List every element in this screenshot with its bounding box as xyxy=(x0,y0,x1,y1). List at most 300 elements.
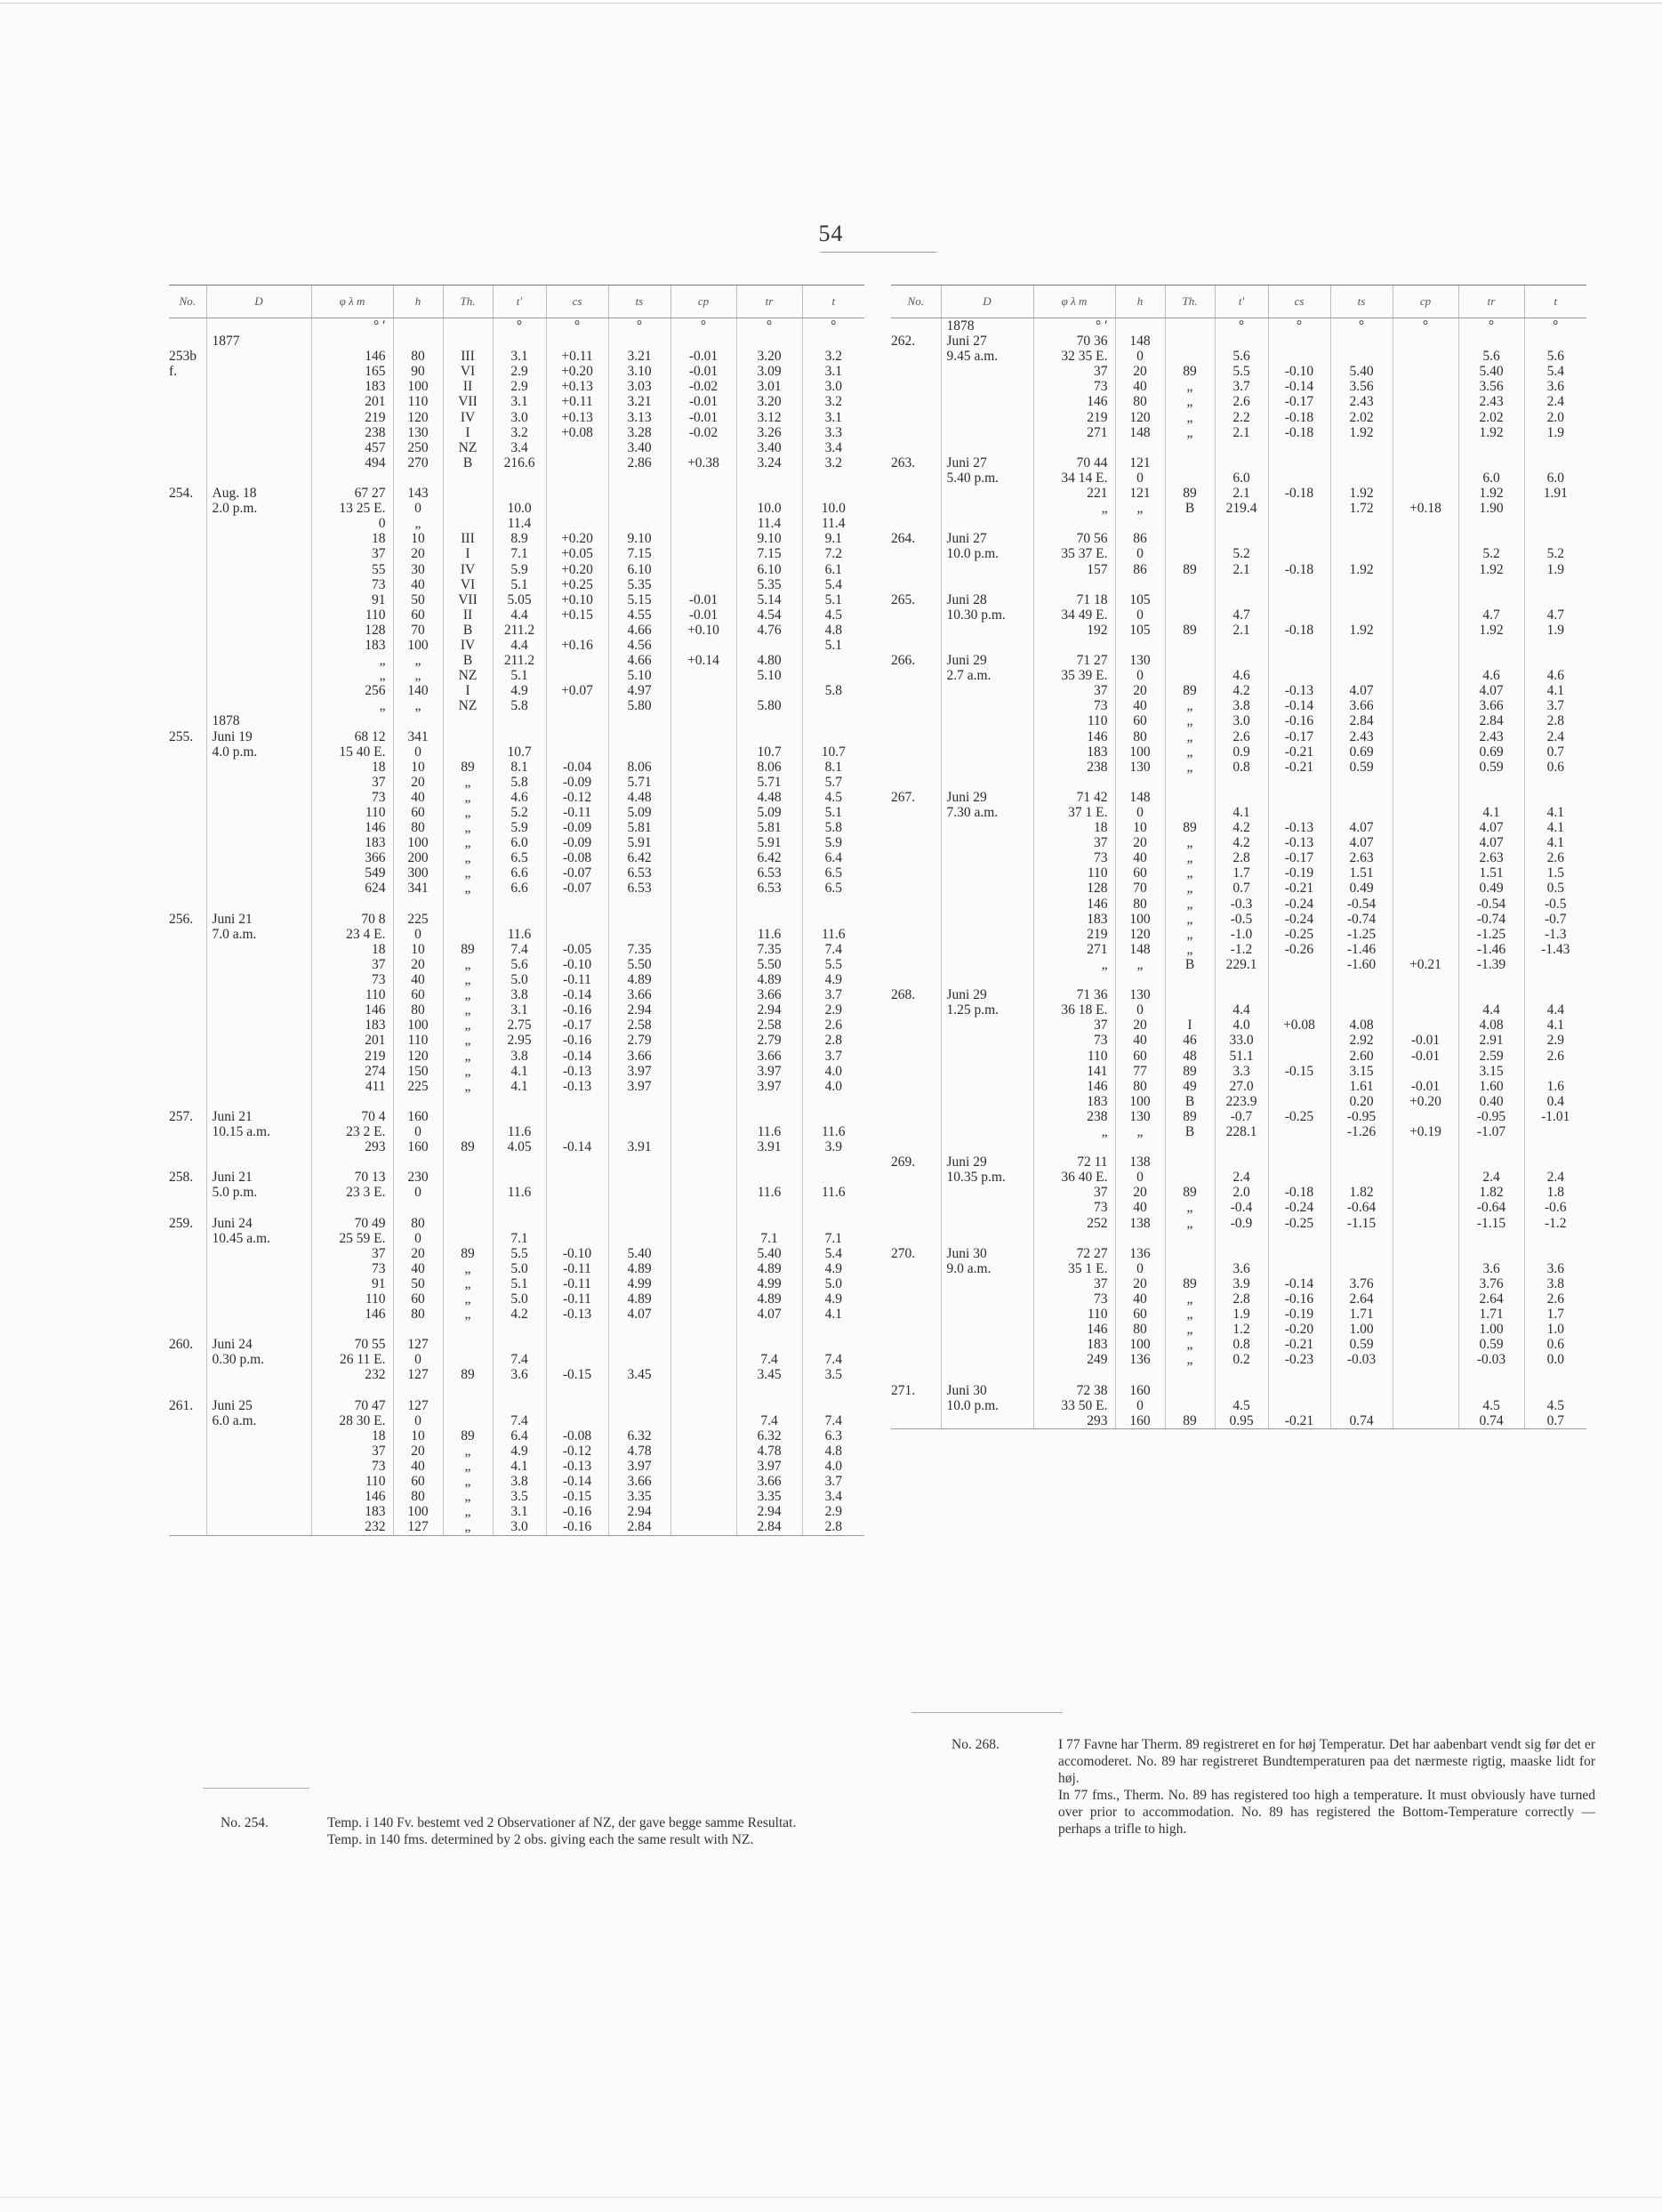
cell-t: 7.4 xyxy=(802,1413,864,1428)
cell-position xyxy=(311,897,393,912)
cell-ts: 2.94 xyxy=(608,1002,670,1018)
cell-t-prime: -0.4 xyxy=(1215,1200,1268,1215)
table-row xyxy=(169,410,864,425)
cell-tr: -0.74 xyxy=(1458,912,1524,927)
cell-cs xyxy=(1268,775,1330,790)
cell-depth: 0 xyxy=(1115,1398,1165,1413)
cell-no xyxy=(169,698,206,713)
cell-cs xyxy=(546,729,608,744)
table-row xyxy=(169,897,864,912)
header-position: φ λ m xyxy=(311,286,393,318)
cell-thermometer: B xyxy=(443,623,493,638)
cell-t xyxy=(1524,1154,1586,1170)
cell-no xyxy=(891,379,941,394)
table-row xyxy=(891,394,1586,409)
cell-position: 73 xyxy=(1033,379,1115,394)
cell-t xyxy=(1524,957,1586,972)
cell-tr: 5.09 xyxy=(736,805,802,820)
cell-position: 183 xyxy=(311,1504,393,1519)
cell-t: 7.2 xyxy=(802,546,864,561)
cell-cs: -0.08 xyxy=(546,850,608,865)
cell-t-prime: 3.8 xyxy=(1215,698,1268,713)
cell-tr: 3.76 xyxy=(1458,1276,1524,1291)
cell-cs: -0.09 xyxy=(546,835,608,850)
cell-ts xyxy=(1330,516,1393,531)
cell-t-prime: 5.2 xyxy=(493,805,546,820)
cell-thermometer xyxy=(1165,577,1215,592)
cell-tr: 1.92 xyxy=(1458,623,1524,638)
cell-cs: -0.11 xyxy=(546,1261,608,1276)
cell-cs: -0.13 xyxy=(546,1459,608,1474)
cell-cp xyxy=(670,942,736,957)
cell-t-prime: 2.1 xyxy=(1215,623,1268,638)
cell-tr: 3.40 xyxy=(736,440,802,455)
cell-position: 271 xyxy=(1033,425,1115,440)
cell-ts xyxy=(608,516,670,531)
cell-date xyxy=(206,1002,311,1018)
cell-cp: +0.14 xyxy=(670,653,736,668)
cell-ts xyxy=(1330,440,1393,455)
cell-ts: 3.10 xyxy=(608,364,670,379)
cell-depth: 0 xyxy=(393,1352,443,1367)
right-footnote-rule xyxy=(911,1712,1063,1713)
cell-date: 0.30 p.m. xyxy=(206,1352,311,1367)
cell-thermometer: „ xyxy=(443,865,493,881)
cell-thermometer xyxy=(1165,805,1215,820)
cell-t: -1.43 xyxy=(1524,942,1586,957)
cell-date xyxy=(206,897,311,912)
cell-cs: +0.16 xyxy=(546,638,608,653)
cell-t: 6.0 xyxy=(1524,471,1586,486)
cell-thermometer: „ xyxy=(1165,912,1215,927)
cell-ts xyxy=(608,1154,670,1170)
cell-tr: 4.89 xyxy=(736,1261,802,1276)
cell-thermometer: „ xyxy=(1165,744,1215,760)
cell-tr: 6.53 xyxy=(736,881,802,896)
cell-thermometer: 89 xyxy=(443,942,493,957)
cell-cs: -0.16 xyxy=(546,1033,608,1048)
cell-thermometer: „ xyxy=(443,805,493,820)
cell-t-prime: 5.6 xyxy=(493,957,546,972)
cell-no xyxy=(169,562,206,577)
cell-no xyxy=(169,1185,206,1200)
cell-cp xyxy=(1393,1276,1458,1291)
cell-ts xyxy=(1330,1246,1393,1261)
cell-cp xyxy=(1393,1246,1458,1261)
cell-depth: 20 xyxy=(1115,1185,1165,1200)
cell-cp: +0.18 xyxy=(1393,501,1458,516)
cell-cs: -0.14 xyxy=(546,1474,608,1489)
cell-depth xyxy=(1115,440,1165,455)
cell-cp xyxy=(670,865,736,881)
cell-t-prime: 5.1 xyxy=(493,668,546,683)
cell-ts: 4.56 xyxy=(608,638,670,653)
cell-cp xyxy=(1393,1398,1458,1413)
cell-t: 5.1 xyxy=(802,592,864,607)
cell-date xyxy=(206,668,311,683)
cell-no xyxy=(169,942,206,957)
cell-depth: 40 xyxy=(393,577,443,592)
cell-position: 201 xyxy=(311,394,393,409)
cell-position: 23 3 E. xyxy=(311,1185,393,1200)
unit-cell-ts: ° xyxy=(608,318,670,334)
cell-depth: 40 xyxy=(393,1261,443,1276)
cell-cs: -0.21 xyxy=(1268,1337,1330,1352)
cell-ts: 3.91 xyxy=(608,1139,670,1154)
cell-cs: -0.13 xyxy=(1268,835,1330,850)
cell-t-prime: 223.9 xyxy=(1215,1094,1268,1109)
cell-t: 1.7 xyxy=(1524,1307,1586,1322)
cell-thermometer xyxy=(443,1352,493,1367)
cell-t-prime: 3.1 xyxy=(493,349,546,364)
cell-cs: -0.11 xyxy=(546,805,608,820)
cell-depth: 70 xyxy=(393,623,443,638)
cell-t-prime xyxy=(1215,1367,1268,1382)
table-row xyxy=(169,592,864,607)
cell-no xyxy=(169,379,206,394)
cell-tr: 2.58 xyxy=(736,1018,802,1033)
cell-ts: 1.51 xyxy=(1330,865,1393,881)
cell-depth: 0 xyxy=(1115,1002,1165,1018)
unit-cell-no xyxy=(891,318,941,334)
table-row xyxy=(891,1200,1586,1215)
table-row xyxy=(169,1216,864,1231)
cell-t: 2.4 xyxy=(1524,729,1586,744)
table-row xyxy=(169,1474,864,1489)
cell-thermometer: „ xyxy=(443,1276,493,1291)
cell-depth: 0 xyxy=(393,501,443,516)
cell-cs: -0.16 xyxy=(1268,1291,1330,1307)
cell-position: 36 40 E. xyxy=(1033,1170,1115,1185)
cell-tr: 3.20 xyxy=(736,349,802,364)
cell-thermometer: IV xyxy=(443,562,493,577)
cell-position: 128 xyxy=(1033,881,1115,896)
cell-t xyxy=(802,1170,864,1185)
table-row xyxy=(169,638,864,653)
table-row xyxy=(169,1246,864,1261)
cell-t-prime: 3.0 xyxy=(493,410,546,425)
cell-t-prime: 8.9 xyxy=(493,531,546,546)
cell-t xyxy=(1524,775,1586,790)
table-row xyxy=(169,1428,864,1444)
cell-t xyxy=(1524,592,1586,607)
table-row xyxy=(169,1398,864,1413)
cell-cs xyxy=(1268,501,1330,516)
table-row xyxy=(891,775,1586,790)
cell-position: 256 xyxy=(311,683,393,698)
cell-t-prime: 5.05 xyxy=(493,592,546,607)
cell-depth: 40 xyxy=(1115,1291,1165,1307)
cell-cp xyxy=(1393,638,1458,653)
header-depth-h: h xyxy=(393,286,443,318)
cell-cp: +0.20 xyxy=(1393,1094,1458,1109)
header-cs: cs xyxy=(546,286,608,318)
cell-date: 7.0 a.m. xyxy=(206,927,311,942)
cell-tr xyxy=(1458,592,1524,607)
cell-t-prime: 2.8 xyxy=(1215,1291,1268,1307)
cell-depth: 148 xyxy=(1115,334,1165,349)
table-row xyxy=(891,1018,1586,1033)
cell-position: 70 13 xyxy=(311,1170,393,1185)
cell-t: 5.7 xyxy=(802,775,864,790)
table-row xyxy=(169,927,864,942)
cell-position xyxy=(1033,638,1115,653)
cell-depth: 60 xyxy=(393,1474,443,1489)
cell-thermometer: B xyxy=(443,455,493,471)
cell-thermometer: „ xyxy=(443,972,493,987)
cell-date xyxy=(941,835,1033,850)
cell-depth: 130 xyxy=(1115,987,1165,1002)
cell-cs: -0.09 xyxy=(546,820,608,835)
cell-t: -1.01 xyxy=(1524,1109,1586,1124)
cell-ts xyxy=(1330,790,1393,805)
cell-t: 2.6 xyxy=(802,1018,864,1033)
cell-t xyxy=(1524,638,1586,653)
cell-cs xyxy=(1268,577,1330,592)
cell-depth: 40 xyxy=(1115,1200,1165,1215)
cell-depth: 40 xyxy=(1115,379,1165,394)
table-row xyxy=(169,1231,864,1246)
table-row xyxy=(169,987,864,1002)
cell-position: 73 xyxy=(311,790,393,805)
cell-t: 6.3 xyxy=(802,1428,864,1444)
cell-thermometer: 89 xyxy=(1165,364,1215,379)
cell-tr: 3.26 xyxy=(736,425,802,440)
cell-cs: -0.19 xyxy=(1268,865,1330,881)
table-row xyxy=(169,820,864,835)
cell-cp xyxy=(1393,379,1458,394)
cell-t xyxy=(802,1109,864,1124)
cell-date xyxy=(206,471,311,486)
cell-t-prime: 1.7 xyxy=(1215,865,1268,881)
cell-date xyxy=(941,623,1033,638)
cell-thermometer: „ xyxy=(1165,1322,1215,1337)
cell-ts: 3.56 xyxy=(1330,379,1393,394)
cell-t xyxy=(1524,1139,1586,1154)
cell-ts: 6.42 xyxy=(608,850,670,865)
cell-cp xyxy=(670,698,736,713)
cell-no: f. xyxy=(169,364,178,380)
cell-cs xyxy=(546,471,608,486)
cell-depth: 127 xyxy=(393,1337,443,1352)
cell-no xyxy=(169,1489,206,1504)
cell-thermometer: „ xyxy=(1165,760,1215,775)
cell-cp xyxy=(670,1291,736,1307)
table-row xyxy=(891,897,1586,912)
cell-t-prime: 11.6 xyxy=(493,1185,546,1200)
header-date: D xyxy=(206,286,311,318)
cell-t-prime: -1.2 xyxy=(1215,942,1268,957)
cell-no xyxy=(891,1398,941,1413)
cell-date xyxy=(941,394,1033,409)
cell-date xyxy=(941,957,1033,972)
cell-date: 1878 xyxy=(206,713,311,728)
cell-date: 5.0 p.m. xyxy=(206,1185,311,1200)
cell-depth: 120 xyxy=(1115,410,1165,425)
cell-no xyxy=(169,1139,206,1154)
cell-tr: 10.7 xyxy=(736,744,802,760)
cell-position: 73 xyxy=(1033,1033,1115,1048)
cell-thermometer: 89 xyxy=(1165,1109,1215,1124)
cell-ts: 3.13 xyxy=(608,410,670,425)
cell-date xyxy=(941,425,1033,440)
cell-position: 110 xyxy=(311,987,393,1002)
cell-tr: 2.63 xyxy=(1458,850,1524,865)
cell-t-prime: 3.5 xyxy=(493,1489,546,1504)
cell-t: 5.8 xyxy=(802,683,864,698)
cell-tr: 6.42 xyxy=(736,850,802,865)
cell-date: Juni 19 xyxy=(206,729,311,744)
cell-ts xyxy=(608,1337,670,1352)
cell-date: 1877 xyxy=(206,334,311,349)
cell-tr xyxy=(1458,790,1524,805)
cell-date: Juni 27 xyxy=(941,531,1033,546)
cell-position: 32 35 E. xyxy=(1033,349,1115,364)
cell-ts: 2.94 xyxy=(608,1504,670,1519)
cell-thermometer: „ xyxy=(1165,897,1215,912)
cell-cs xyxy=(546,1383,608,1398)
cell-t xyxy=(1524,1246,1586,1261)
cell-depth: 86 xyxy=(1115,531,1165,546)
cell-ts xyxy=(1330,1367,1393,1382)
cell-position: 183 xyxy=(311,638,393,653)
cell-thermometer: 89 xyxy=(1165,683,1215,698)
cell-ts: 0.59 xyxy=(1330,1337,1393,1352)
cell-tr: 3.66 xyxy=(736,1049,802,1064)
cell-date xyxy=(206,1276,311,1291)
cell-position: 128 xyxy=(311,623,393,638)
cell-thermometer: „ xyxy=(443,1444,493,1459)
cell-position: 15 40 E. xyxy=(311,744,393,760)
cell-t-prime: 3.1 xyxy=(493,1504,546,1519)
cell-tr: -1.39 xyxy=(1458,957,1524,972)
cell-ts xyxy=(608,1216,670,1231)
footnote-ref: No. 254. xyxy=(221,1815,269,1830)
cell-t-prime: 4.5 xyxy=(1215,1398,1268,1413)
cell-position xyxy=(1033,972,1115,987)
cell-date xyxy=(941,410,1033,425)
cell-tr xyxy=(1458,775,1524,790)
cell-cp xyxy=(670,471,736,486)
cell-cp xyxy=(1393,713,1458,728)
table-row xyxy=(169,1018,864,1033)
header-thermometer: Th. xyxy=(443,286,493,318)
cell-cs xyxy=(546,668,608,683)
cell-cp xyxy=(1393,1322,1458,1337)
cell-thermometer: I xyxy=(1165,1018,1215,1033)
cell-t-prime xyxy=(493,713,546,728)
cell-date: Juni 21 xyxy=(206,1170,311,1185)
cell-t xyxy=(802,486,864,501)
cell-tr: 0.59 xyxy=(1458,1337,1524,1352)
cell-t-prime: 4.05 xyxy=(493,1139,546,1154)
cell-position: 26 11 E. xyxy=(311,1352,393,1367)
cell-ts xyxy=(608,1352,670,1367)
cell-depth: 40 xyxy=(393,1459,443,1474)
cell-ts: 1.72 xyxy=(1330,501,1393,516)
cell-depth xyxy=(393,1322,443,1337)
cell-cs xyxy=(1268,1261,1330,1276)
cell-depth: 160 xyxy=(393,1139,443,1154)
cell-t: 4.6 xyxy=(1524,668,1586,683)
cell-tr xyxy=(1458,1383,1524,1398)
unit-cell-tr: ° xyxy=(1458,318,1524,334)
cell-thermometer: „ xyxy=(1165,835,1215,850)
table-row xyxy=(169,835,864,850)
cell-cs: -0.13 xyxy=(1268,683,1330,698)
cell-t-prime xyxy=(1215,638,1268,653)
cell-date xyxy=(941,713,1033,728)
cell-cs xyxy=(546,653,608,668)
cell-t: 2.8 xyxy=(802,1519,864,1535)
cell-t: -0.5 xyxy=(1524,897,1586,912)
cell-t-prime: 10.0 xyxy=(493,501,546,516)
cell-t: 10.7 xyxy=(802,744,864,760)
cell-date xyxy=(941,1276,1033,1291)
cell-position: „ xyxy=(1033,957,1115,972)
cell-depth xyxy=(393,713,443,728)
cell-ts: 4.99 xyxy=(608,1276,670,1291)
cell-t: 2.9 xyxy=(802,1002,864,1018)
cell-no xyxy=(169,1291,206,1307)
cell-date xyxy=(941,1139,1033,1154)
cell-cs xyxy=(546,623,608,638)
cell-date xyxy=(941,881,1033,896)
cell-t-prime xyxy=(1215,775,1268,790)
cell-tr: 1.92 xyxy=(1458,562,1524,577)
cell-date xyxy=(206,1049,311,1064)
cell-depth: 0 xyxy=(1115,668,1165,683)
table-row xyxy=(169,501,864,516)
cell-t-prime xyxy=(1215,577,1268,592)
cell-no xyxy=(169,577,206,592)
cell-depth: 80 xyxy=(393,1216,443,1231)
cell-t: 1.9 xyxy=(1524,562,1586,577)
cell-t-prime: 2.9 xyxy=(493,364,546,379)
cell-position: 457 xyxy=(311,440,393,455)
cell-ts: 2.92 xyxy=(1330,1033,1393,1048)
table-row xyxy=(169,394,864,409)
cell-cs: -0.19 xyxy=(1268,1307,1330,1322)
cell-cp xyxy=(670,1200,736,1215)
cell-tr xyxy=(736,1109,802,1124)
cell-tr xyxy=(736,1216,802,1231)
cell-position: 18 xyxy=(311,531,393,546)
cell-depth: 105 xyxy=(1115,623,1165,638)
cell-t: 2.9 xyxy=(802,1504,864,1519)
cell-no: 269. xyxy=(891,1154,916,1170)
header-position: φ λ m xyxy=(1033,286,1115,318)
cell-position: 70 8 xyxy=(311,912,393,927)
cell-no xyxy=(169,805,206,820)
cell-position: 219 xyxy=(1033,927,1115,942)
cell-ts xyxy=(608,1170,670,1185)
cell-depth xyxy=(1115,1231,1165,1246)
cell-t: 4.9 xyxy=(802,1291,864,1307)
cell-position xyxy=(1033,1139,1115,1154)
cell-no xyxy=(891,546,941,561)
cell-cp xyxy=(1393,440,1458,455)
cell-thermometer xyxy=(443,729,493,744)
cell-ts: 1.92 xyxy=(1330,623,1393,638)
cell-cs xyxy=(546,440,608,455)
cell-ts: 3.28 xyxy=(608,425,670,440)
cell-cp xyxy=(1393,1139,1458,1154)
cell-position: 232 xyxy=(311,1519,393,1535)
table-row xyxy=(169,850,864,865)
cell-cp xyxy=(670,987,736,1002)
cell-tr: 6.32 xyxy=(736,1428,802,1444)
